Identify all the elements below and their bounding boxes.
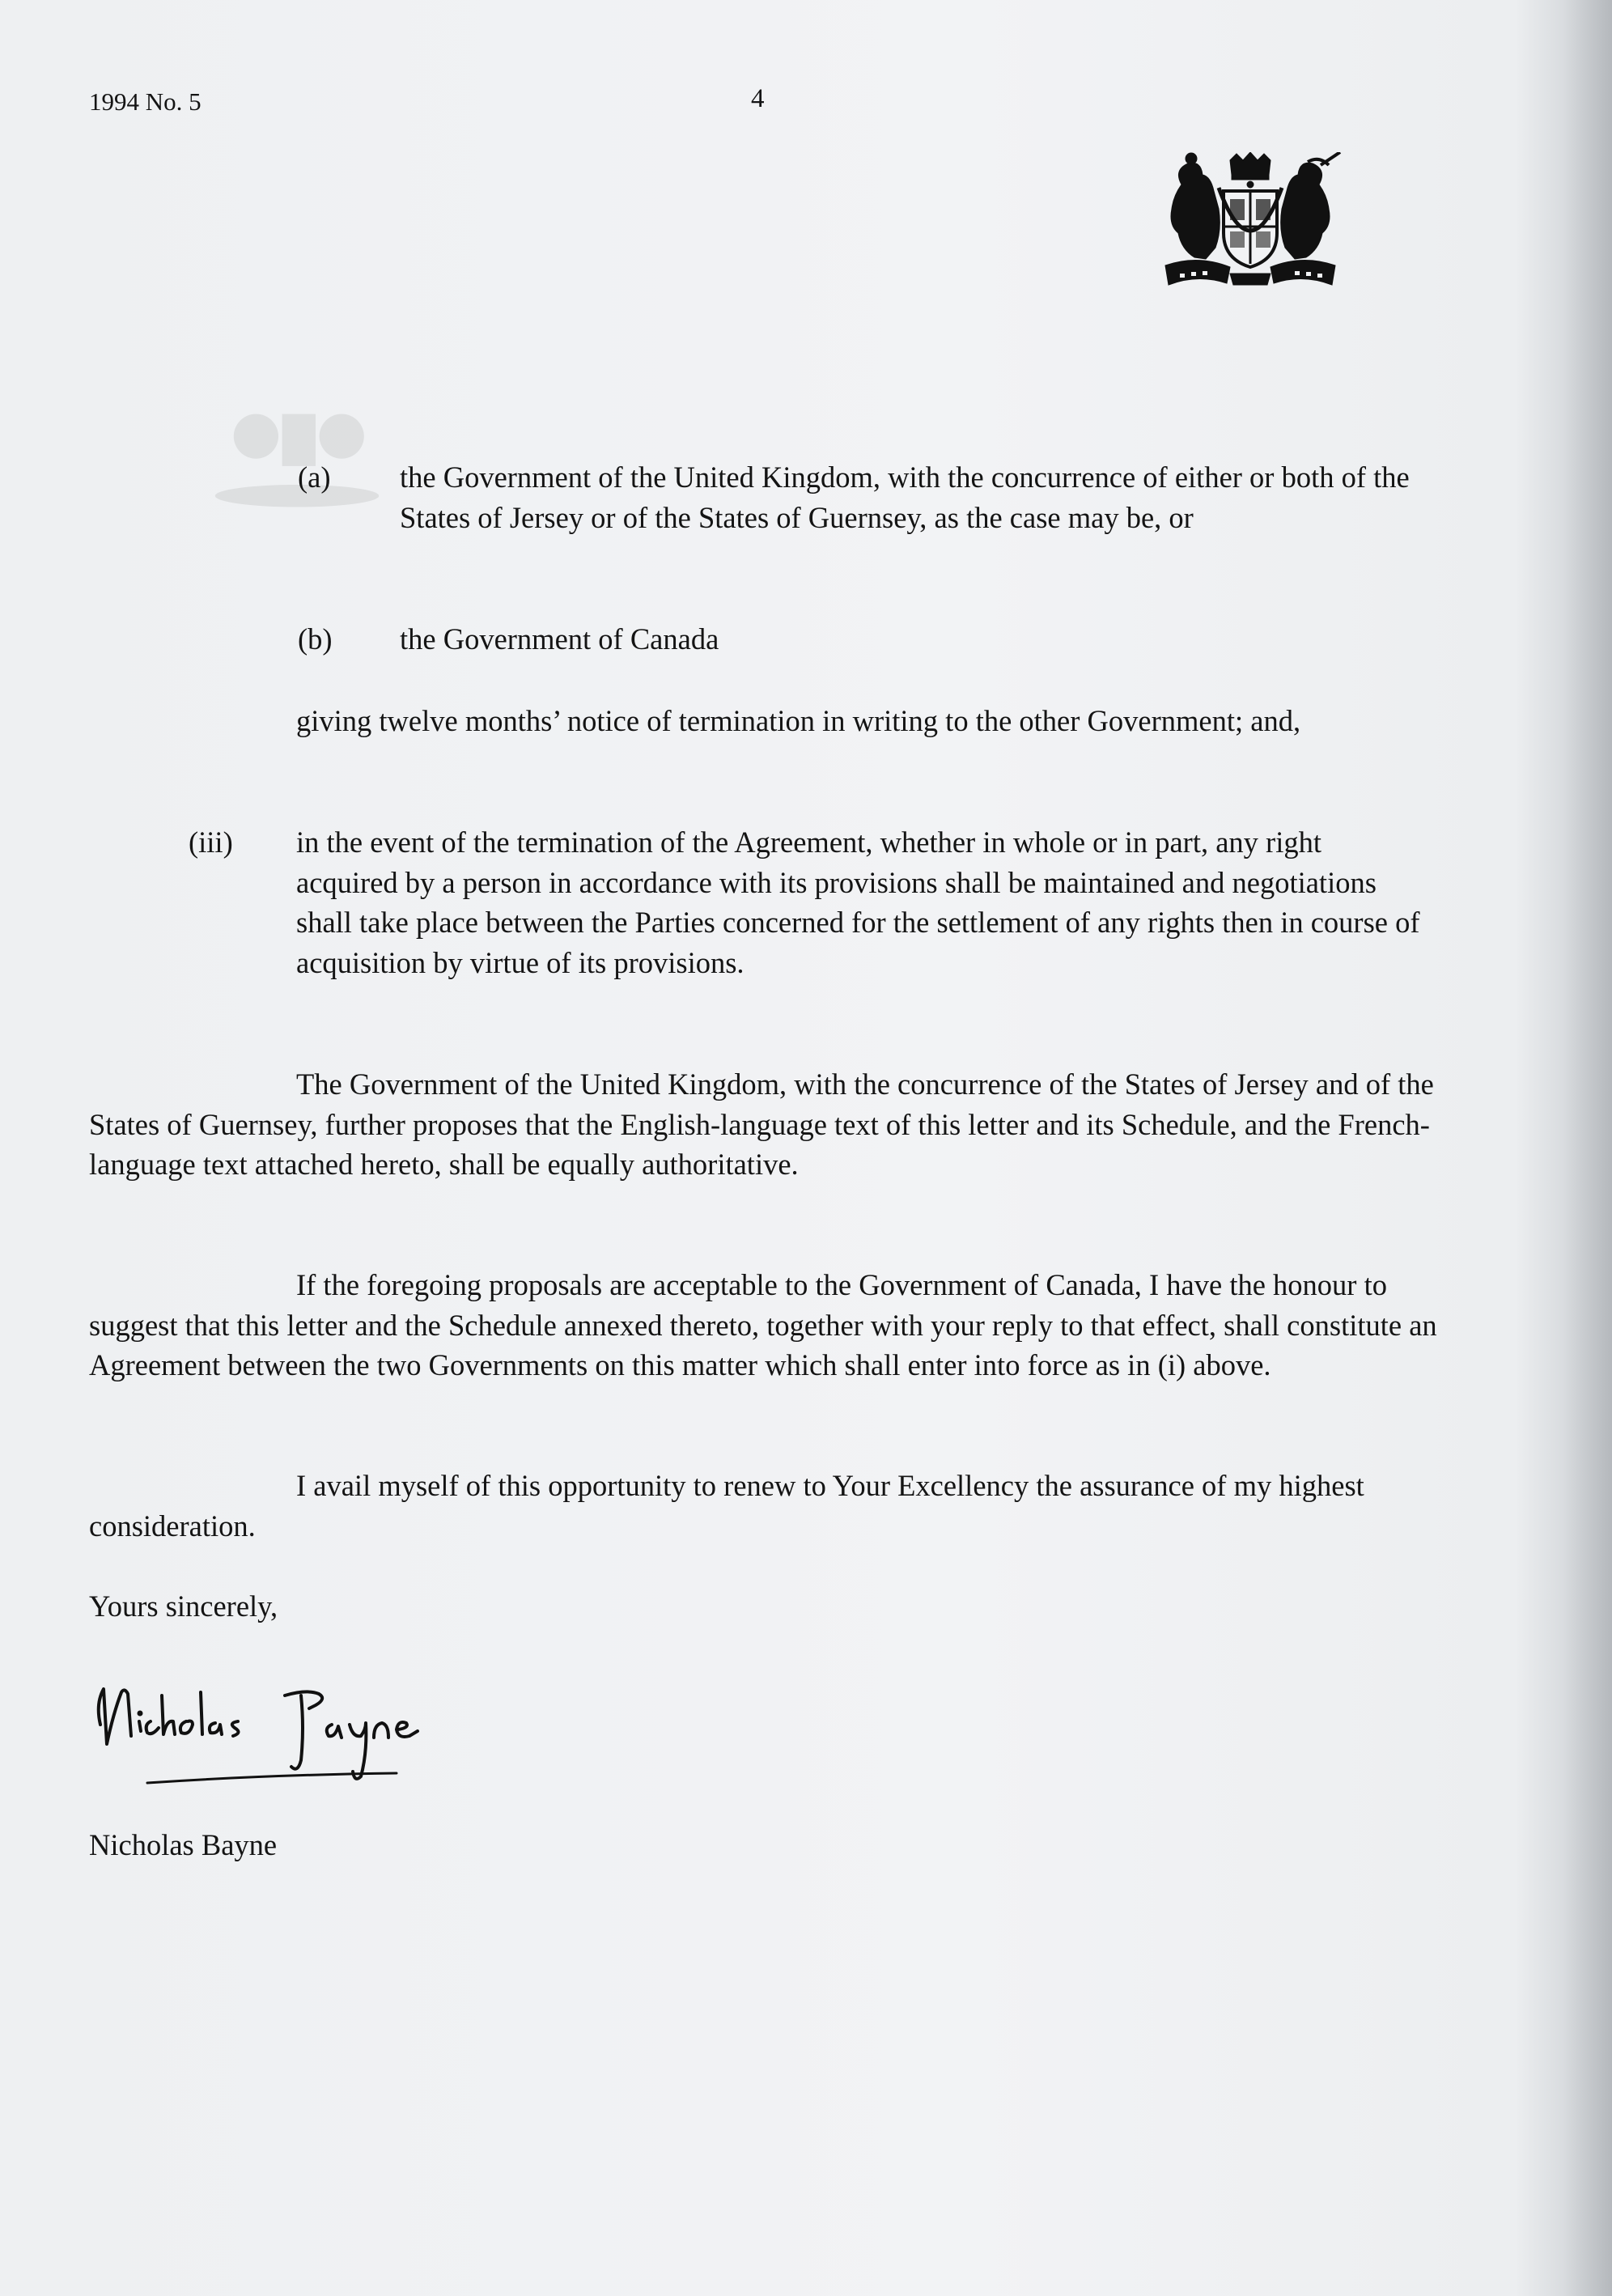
handwritten-signature <box>89 1671 510 1793</box>
closing-salutation: Yours sincerely, <box>89 1589 278 1623</box>
item-label-a: (a) <box>298 460 331 494</box>
paragraph-assurance: I avail myself of this opportunity to renew to Your Excellency the assurance of my highest consideration. <box>89 1469 1364 1543</box>
royal-coat-of-arms-icon <box>1149 152 1351 298</box>
signatory-name: Nicholas Bayne <box>89 1828 278 1861</box>
item-label-b: (b) <box>298 622 333 656</box>
paragraph-proposal-acceptance: If the foregoing proposals are acceptable to the Government of Canada, I have the honour to suggest that this letter and the Schedule annexed thereto, together with your reply to that effect, shall constitute an Agreement between the two Governments on this matter which shall enter into force as in (i) above. <box>89 1268 1437 1381</box>
item-text-b: the Government of Canada <box>400 622 719 656</box>
page-number: 4 <box>751 84 765 113</box>
item-text-iii: in the event of the termination of the Agreement, whether in whole or in part, any right acquired by a person in accordance with its provisions shall be maintained and negotiations shall take place between the Parties concerned for the settlement of any rights then in course of acquisition by virtue of its provisions. <box>296 825 1420 979</box>
page-edge-shadow <box>1563 0 1612 2296</box>
show-through-crest-icon <box>204 380 390 522</box>
termination-notice-text: giving twelve months’ notice of termination in writing to the other Government; and, <box>296 704 1301 737</box>
item-text-a: the Government of the United Kingdom, with the concurrence of either or both of the States of Jersey or of the States of Guernsey, as the case may be, or <box>400 460 1410 534</box>
paragraph-authoritative-texts: The Government of the United Kingdom, with the concurrence of the States of Jersey and of the States of Guernsey, further proposes that the English-language text of this letter and its Schedule, and the French-language text attached hereto, shall be equally authoritative. <box>89 1067 1434 1181</box>
item-label-iii: (iii) <box>189 825 233 859</box>
document-reference: 1994 No. 5 <box>89 87 202 116</box>
